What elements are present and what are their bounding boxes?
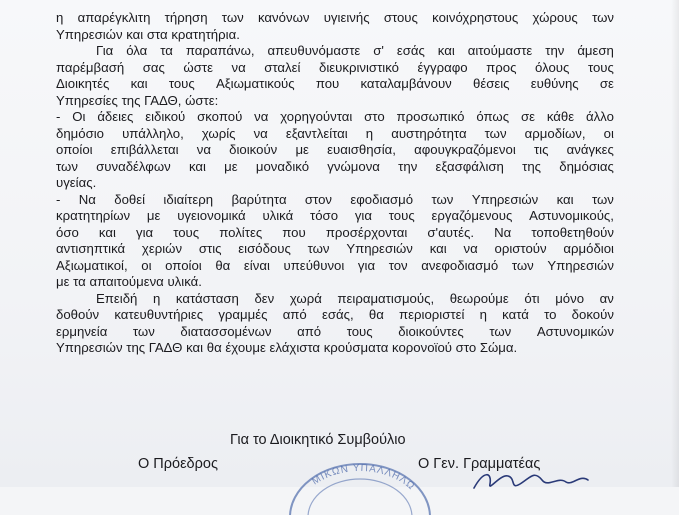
president-label: Ο Πρόεδρος bbox=[138, 456, 218, 472]
secretary-label: Ο Γεν. Γραμματέας bbox=[418, 456, 541, 472]
text-line: Υπηρεσιών και στα κρατητήρια. bbox=[56, 26, 240, 42]
text-line: Αξιωματικοί, οι οποίοι θα είναι υπεύθυνοι για τον ανεφοδιασμό των Υπηρεσιών bbox=[56, 257, 614, 273]
text-line: με τα απαιτούμενα υλικά. bbox=[56, 274, 202, 289]
text-line: κρατητηρίων με υγειονομικά υλικά τόσο για τους εργαζόμενους Αστυνομικούς, bbox=[56, 208, 614, 223]
text-line: ερμηνεία των διατασσομένων από τους διοικούντες των Αστυνομικών bbox=[56, 323, 614, 339]
svg-text:ΜΙΚΩΝ ΥΠΑΛΛΗΛΩ bbox=[310, 463, 417, 493]
text-line: δοθούν κατευθυντήριες γραμμές από εσάς, θα περιοριστεί η κατά το δοκούν bbox=[56, 307, 614, 322]
text-line: όσο και για τους πολίτες που προσέρχονται σ'αυτές. Να τοποθετηθούν bbox=[56, 224, 614, 240]
text-line: - Να δοθεί ιδιαίτερη βαρύτητα στον εφοδιασμό των Υπηρεσιών και των bbox=[56, 191, 614, 207]
stamp-text: ΜΙΚΩΝ ΥΠΑΛΛΗΛΩ bbox=[310, 462, 417, 493]
text-line: αντισηπτικά χεριών στις εισόδους των Υπηρεσιών και να οριστούν αρμόδιοι bbox=[56, 241, 614, 256]
text-line: οποίοι επιβάλλεται να διοικούν με ευαισθησία, αφουγκραζόμενοι τις ανάγκες bbox=[56, 142, 614, 157]
official-stamp bbox=[285, 455, 435, 515]
text-line: η απαρέγκλιτη τήρηση των κανόνων υγιεινής στους κοινόχρηστους χώρους των bbox=[56, 10, 614, 25]
text-line: Υπηρεσίες της ΓΑΔΘ, ώστε: bbox=[56, 92, 219, 108]
page-edge-shadow bbox=[671, 0, 679, 487]
text-line: δημόσιο υπάλληλο, χωρίς να εξαντλείται η αυστηρότητα των αρμοδίων, οι bbox=[56, 125, 614, 141]
text-line: Υπηρεσιών της ΓΑΔΘ και θα έχουμε ελάχιστα κρούσματα κορονοϊού στο Σώμα. bbox=[56, 340, 518, 355]
text-line: παρέμβασή σας ώστε να σταλεί διευκρινιστικό έγγραφο προς όλους τους bbox=[56, 59, 614, 75]
board-label: Για το Διοικητικό Συμβούλιο bbox=[230, 432, 406, 448]
text-line: Για όλα τα παραπάνω, απευθυνόμαστε σ' εσάς και αιτούμαστε την άμεση bbox=[96, 43, 614, 58]
text-line: Επειδή η κατάσταση δεν χωρά πειραματισμούς, θεωρούμε ότι μόνο αν bbox=[96, 290, 614, 306]
text-line: - Οι άδειες ειδικού σκοπού να χορηγούνται στο προσωπικό όπως σε κάθε άλλο bbox=[56, 109, 614, 124]
text-line: των συναδέλφων και με μοναδικό γνώμονα την εξασφάλιση της δημόσιας bbox=[56, 158, 614, 174]
text-line: υγείας. bbox=[56, 175, 97, 190]
letter-body bbox=[56, 10, 614, 357]
text-line: Διοικητές και τους Αξιωματικούς που καταλαμβάνουν θέσεις ευθύνης σε bbox=[56, 76, 614, 91]
handwritten-signature bbox=[470, 462, 610, 492]
